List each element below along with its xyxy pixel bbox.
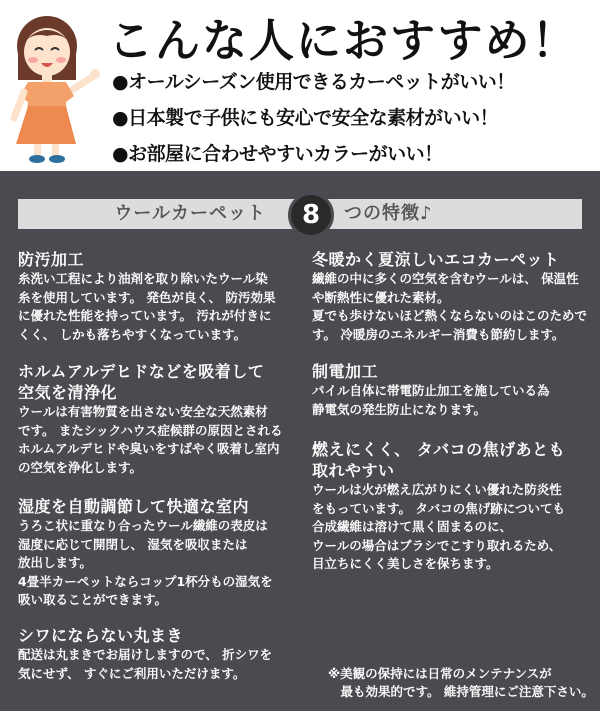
feature-rolled-delivery	[18, 625, 298, 683]
feature-air-purifying	[18, 361, 298, 477]
banner-left-text: ウールカーペット	[114, 203, 266, 224]
banner-right-text: つの特徴♪	[344, 203, 433, 224]
feature-description: 配送は丸まきでお届けしますので、 折シワを 気にせず、 すぐにご利用いただけます。	[18, 647, 273, 681]
feature-humidity-control	[18, 496, 298, 610]
recommendation-item: ●オールシーズン使用できるカーペットがいい！	[112, 71, 515, 93]
girl-illustration	[2, 6, 102, 166]
feature-description: 繊維の中に多くの空気を含むウールは、 保温性 や断熱性に優れた素材。 夏でも歩けないほど熱くならないのはこのためで す。 冷暖房のエネルギー消費も節約します。	[312, 271, 588, 342]
feature-title: 防汚加工	[18, 250, 85, 269]
feature-description: うろこ状に重なり合ったウール繊維の表皮は 湿度に応じて開閉し、 湿気を吸収または 放出します。 4畳半カーペットならコップ1杯分もの湿気を 吸い取ることができます。	[18, 518, 273, 607]
feature-title: 冬暖かく夏涼しいエコカーペット	[312, 250, 560, 269]
feature-title: 湿度を自動調節して快適な室内	[18, 497, 250, 516]
maintenance-note: ※美観の保持には日常のメンテナンスが 最も効果的です。 維持管理にご注意下さい。	[328, 666, 594, 699]
recommendation-item: ●お部屋に合わせやすいカラーがいい！	[112, 143, 443, 165]
feature-title: 燃えにくく、 タバコの焦げあとも 取れやすい	[312, 440, 566, 480]
feature-title: ホルムアルデヒドなどを吸着して 空気を清浄化	[18, 362, 265, 402]
feature-flame-resistant	[312, 439, 597, 574]
feature-count-badge: 8	[288, 192, 334, 238]
feature-stain-resistant	[18, 249, 298, 344]
feature-antistatic	[312, 361, 597, 419]
recommendation-item: ●日本製で子供にも安心で安全な素材がいい！	[112, 107, 499, 129]
feature-description: ウールは有害物質を出さない安全な天然素材 です。 またシックハウス症候群の原因とされる ホルムアルデヒドや臭いをすばやく吸着し室内 の空気を浄化します。	[18, 404, 283, 475]
recommendation-list	[112, 64, 515, 172]
feature-description: パイル自体に帯電防止加工を施している為 静電気の発生防止になります。	[312, 383, 550, 417]
features-panel	[0, 171, 600, 711]
feature-eco-insulation	[312, 249, 597, 344]
feature-title: 制電加工	[312, 362, 379, 381]
feature-description: ウールは火が燃え広がりにくい優れた防炎性 をもっています。 タバコの焦げ跡についても 合成繊維は溶けて黒く固まるのに、 ウールの場合はブラシでこすり取れるため、 目立ちにくく美しさを保ちます。	[312, 482, 565, 571]
recommendation-header	[0, 0, 600, 171]
feature-description: 糸洗い工程により油剤を取り除いたウール染 糸を使用しています。 発色が良く、 防汚効果 に優れた性能を持っています。 汚れが付きに くく、 しかも落ちやすくなっています。	[18, 271, 276, 342]
feature-title: シワにならない丸まき	[18, 626, 184, 645]
page-headline: こんな人におすすめ！	[108, 14, 579, 67]
